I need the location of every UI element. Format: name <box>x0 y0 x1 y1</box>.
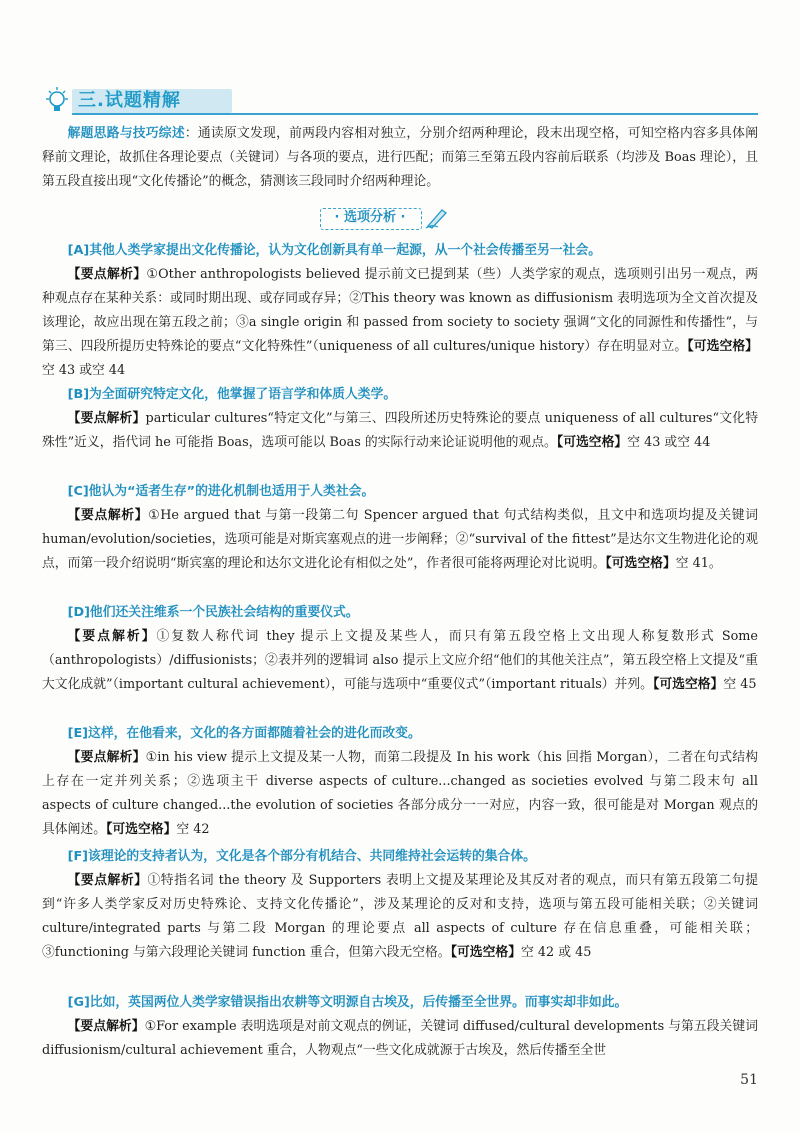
option-b-heading: [B]为全面研究特定文化，他掌握了语言学和体质人类学。 <box>67 387 397 402</box>
section-header <box>42 86 758 114</box>
option-b-analysis: 【要点解析】particular cultures“特定文化”与第三、四段所述历史特殊论的要点 uniqueness of all cultures“文化特殊性”近义，指代词 he 可能指 Boas，选项可能以 Boas 的实际行动来论证说明他的观点。【可选空格】空 43 或空 44 <box>42 411 758 450</box>
header-rule <box>72 113 758 115</box>
option-a-heading: [A]其他人类学家提出文化传播论，认为文化创新具有单一起源，从一个社会传播至另一社会。 <box>67 243 602 258</box>
intro-label: 解题思路与技巧综述 <box>67 126 185 141</box>
option-g-heading: [G]比如，英国两位人类学家错误指出农耕等文明源自古埃及，后传播至全世界。而事实却非如此。 <box>67 995 628 1010</box>
pen-icon <box>424 206 450 230</box>
option-a-analysis: 【要点解析】①Other anthropologists believed 提示前文已提到某（些）人类学家的观点，选项则引出另一观点，两种观点存在某种关系：或同时期出现、或存同或存异；②This theory was known as diffusionism 表明选项为全文首次提及该理论，故应出现在第五段之前；③a single origin 和 passed from society to society 强调“文化的同源性和传播性”，与第三、四段所提历史特殊论的要点“文化特殊性”（uniqueness of all cultures/unique history）存在明显对立。【可选空格】空 43 或空 44 <box>42 267 759 378</box>
option-e-analysis: 【要点解析】①in his view 提示上文提及某一人物，而第二段提及 In his work（his 回指 Morgan），二者在句式结构上存在一定并列关系；②选项主干 diverse aspects of culture...changed as societies evolved 与第二段末句 all aspects of culture changed...the evolution of societies 各部分成分一一对应，内容一致，很可能是对 Morgan 观点的具体阐述。【可选空格】空 42 <box>42 750 758 837</box>
option-c-heading: [C]他认为“适者生存”的进化机制也适用于人类社会。 <box>67 484 375 499</box>
intro-text: ：通读原文发现，前两段内容相对独立，分别介绍两种理论，段末出现空格，可知空格内容多具体阐释前文理论，故抓住各理论要点（关键词）与各项的要点，进行匹配；而第三至第五段内容前后联系（均涉及 Boas 理论），且第五段直接出现“文化传播论”的概念，猜测该三段同时介绍两种理论。 <box>42 126 759 189</box>
option-f-heading: [F]该理论的支持者认为，文化是各个部分有机结合、共同维持社会运转的集合体。 <box>67 849 536 864</box>
option-g-analysis: 【要点解析】①For example 表明选项是对前文观点的例证，关键词 diffused/cultural developments 与第五段关键词 diffusionism/cultural achievement 重合，人物观点“一些文化成就源于古埃及，然后传播至全世 <box>42 1019 758 1058</box>
option-e-heading: [E]这样，在他看来，文化的各方面都随着社会的进化而改变。 <box>67 726 421 741</box>
page-number: 51 <box>740 1072 758 1088</box>
option-f-analysis: 【要点解析】①特指名词 the theory 及 Supporters 表明上文提及某理论及其反对者的观点，而只有第五段第二句提到“许多人类学家反对历史特殊论、支持文化传播论”，涉及某理论的反对和支持，选项与第五段可能相关联；②关键词 culture/integrated parts 与第二段 Morgan 的理论要点 all aspects of culture 存在信息重叠，可能相关联；③functioning 与第六段理论关键词 function 重合，但第六段无空格。【可选空格】空 42 或 45 <box>42 873 759 960</box>
intro-paragraph <box>42 122 758 194</box>
label-text: · 选项分析 · <box>334 210 406 225</box>
options-analysis-label <box>320 206 460 230</box>
section-title: 三.试题精解 <box>78 90 181 111</box>
lightbulb-icon <box>42 86 72 116</box>
option-d-analysis: 【要点解析】①复数人称代词 they 提示上文提及某些人，而只有第五段空格上文出现人称复数形式 Some（anthropologists）/diffusionists；②表并列的逻辑词 also 提示上文应介绍“他们的其他关注点”，第五段空格上文提及“重大文化成就”（important cultural achievement），可能与选项中“重要仪式”（important rituals）并列。【可选空格】空 45 <box>42 629 759 692</box>
option-c-analysis: 【要点解析】①He argued that 与第一段第二句 Spencer argued that 句式结构类似，且文中和选项均提及关键词 human/evolution/societies，选项可能是对斯宾塞观点的进一步阐释；②“survival of the fittest”是达尔文生物进化论的观点，而第一段介绍说明“斯宾塞的理论和达尔文进化论有相似之处”，作者很可能将两理论对比说明。【可选空格】空 41。 <box>42 508 759 571</box>
option-d-heading: [D]他们还关注维系一个民族社会结构的重要仪式。 <box>67 605 359 620</box>
